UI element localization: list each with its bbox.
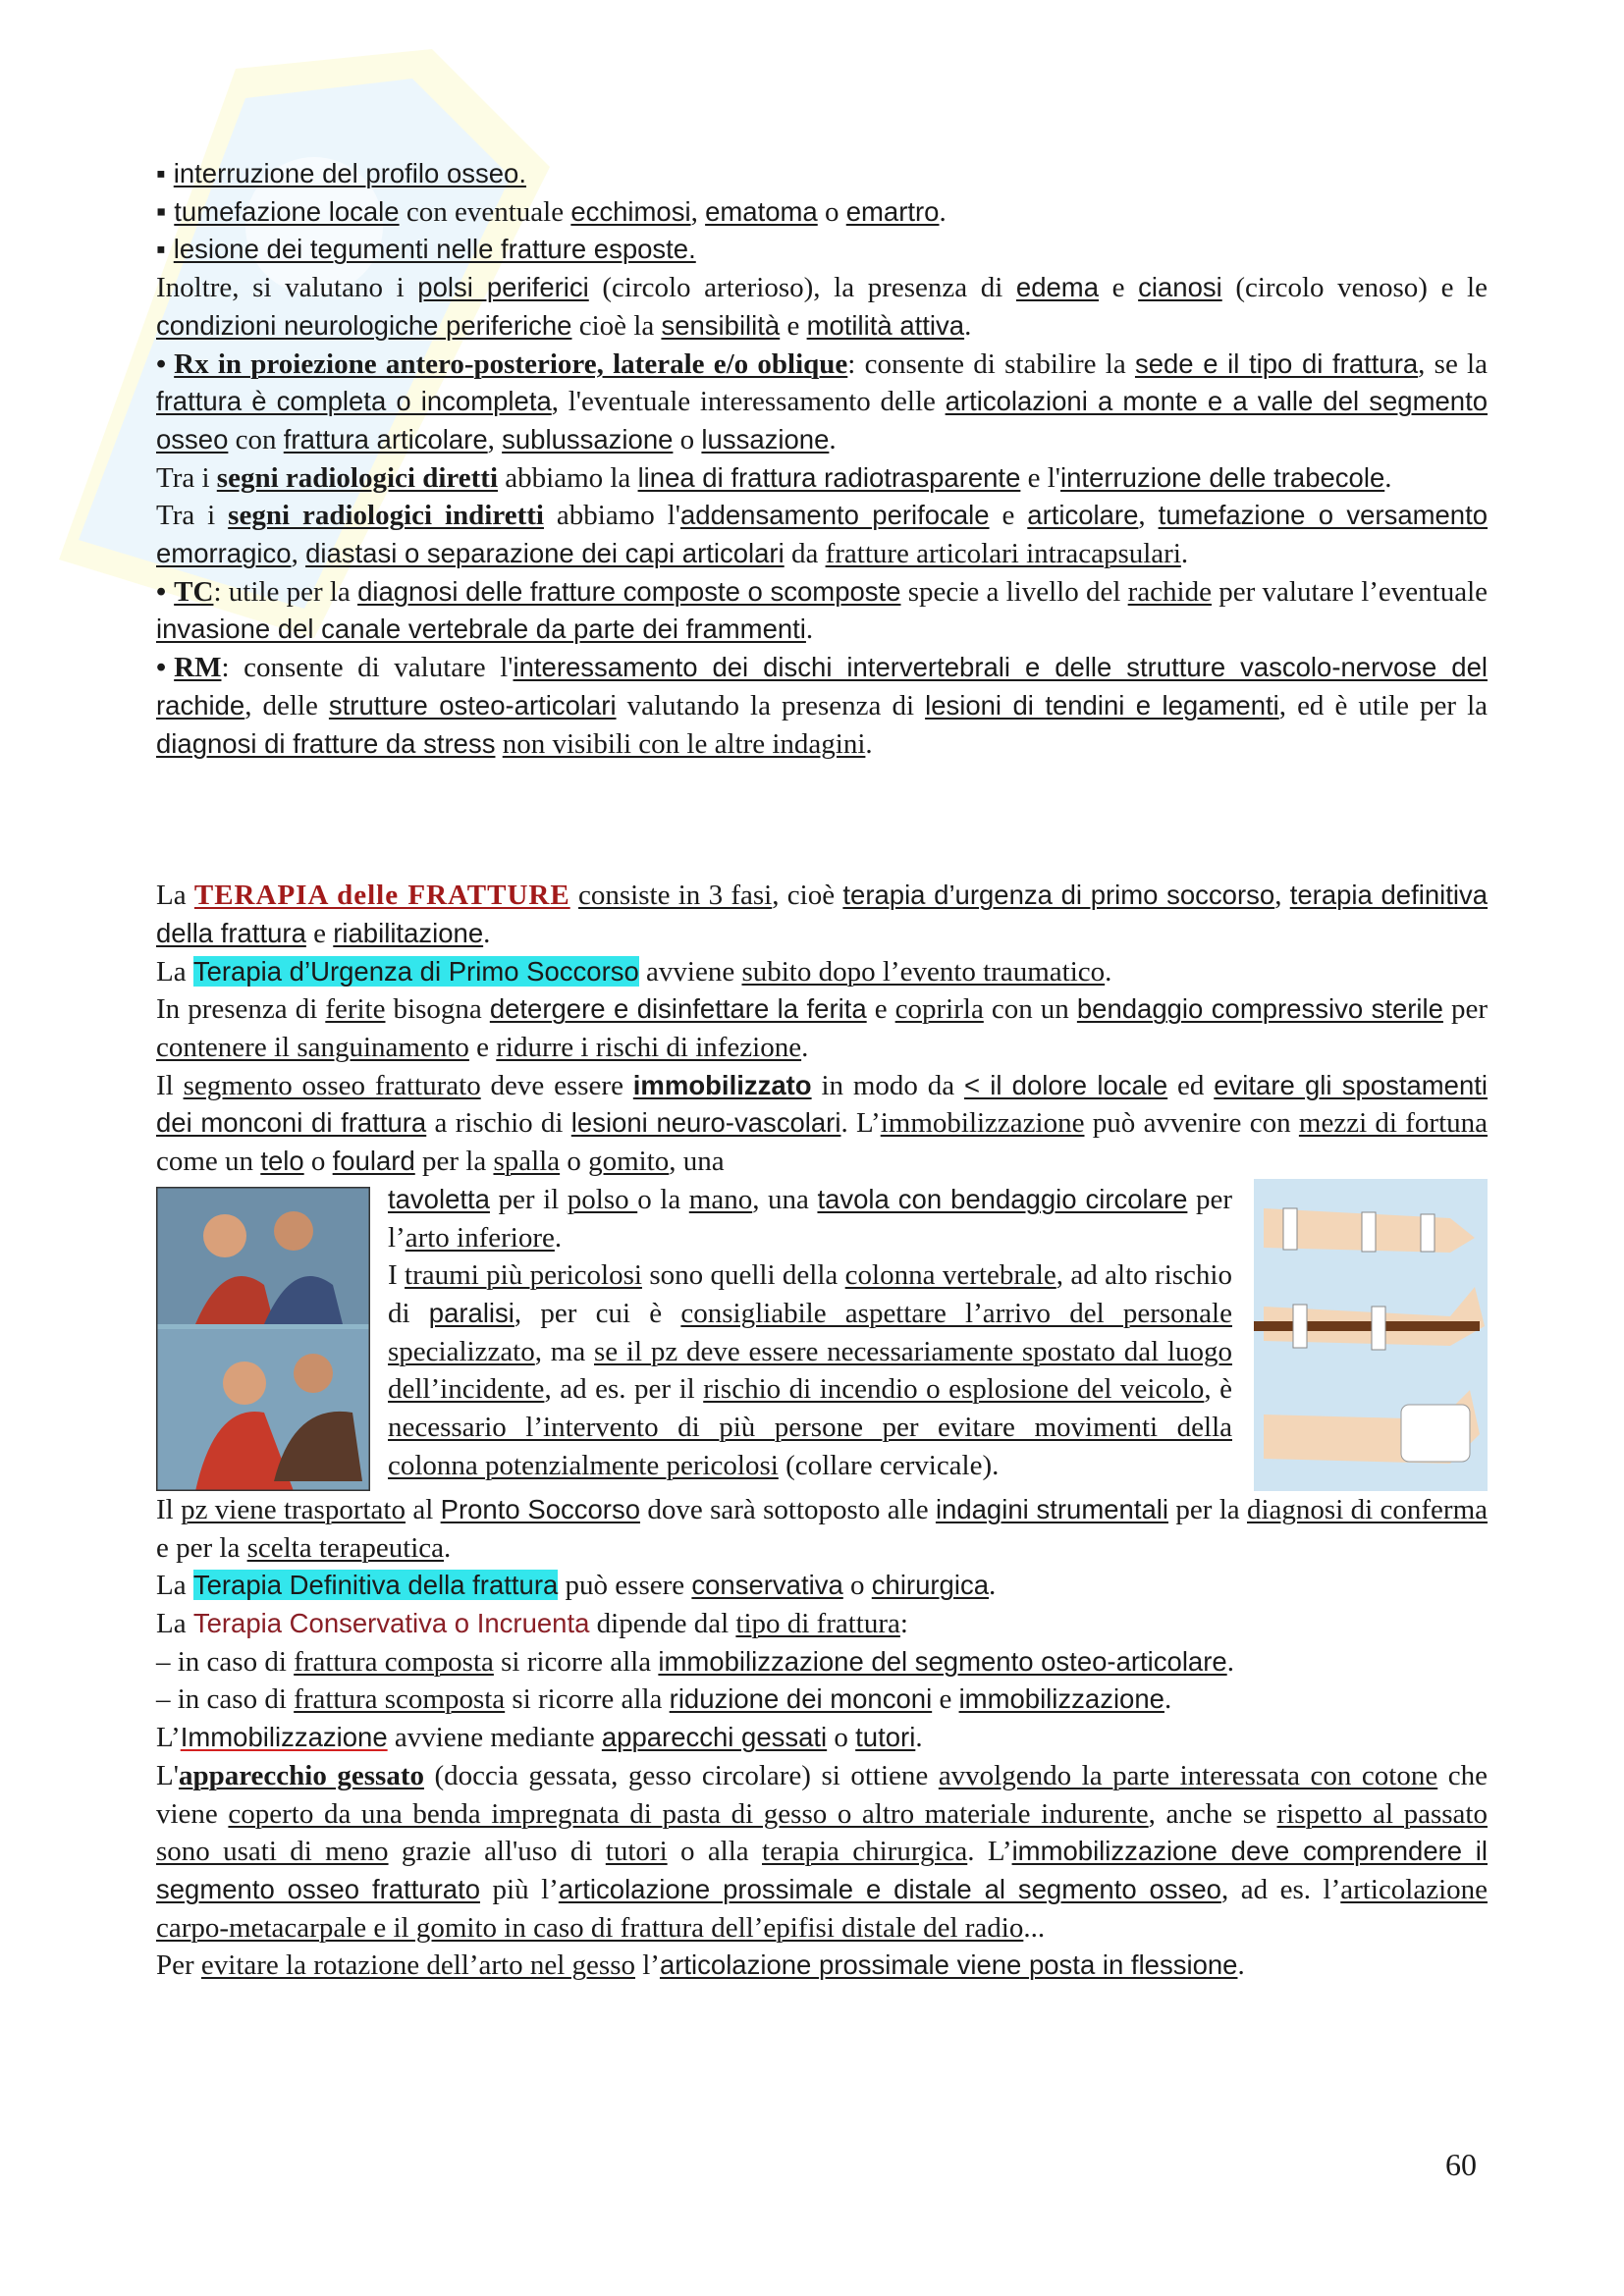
paragraph: L’Immobilizzazione avviene mediante apparecchi gessati o tutori. <box>156 1722 923 1754</box>
paragraph: In presenza di ferite bisogna detergere e disinfettare la ferita e coprirla con un bendaggio compressivo sterile per contenere il sanguinamento e ridurre i rischi di infezione. <box>156 993 1489 1064</box>
paragraph: La Terapia Definitiva della frattura può essere conservativa o chirurgica. <box>156 1570 997 1602</box>
paragraph: • TC: utile per la diagnosi delle fratture composte o scomposte specie a livello del rachide per valutare l’eventuale invasione del canale vertebrale da parte dei frammenti. <box>156 573 1488 649</box>
page-number: 60 <box>1445 2147 1477 2182</box>
paragraph: • RM: consente di valutare l'interessamento dei dischi intervertebrali e delle strutture vascolo-nervose del rachide, delle strutture osteo-articolari valutando la presenza di lesioni di tendini e legamenti, ed è utile per la diagnosi di fratture da stress non visibili con le altre indagini. <box>156 649 1488 763</box>
paragraph: Tra i segni radiologici indiretti abbiamo l'addensamento perifocale e articolare, tumefazione o versamento emorragico, diastasi o separazione dei capi articolari da fratture articolari intracapsulari. <box>156 500 1489 570</box>
paragraph: La TERAPIA delle FRATTURE consiste in 3 fasi, cioè terapia d’urgenza di primo soccorso, terapia definitiva della frattura e riabilitazione. <box>156 880 1489 949</box>
paragraph: Il pz viene trasportato al Pronto Soccorso dove sarà sottoposto alle indagini strumentali per la diagnosi di conferma e per la scelta terapeutica. <box>156 1493 1489 1564</box>
paragraph: Il segmento osseo fratturato deve essere immobilizzato in modo da < il dolore locale ed evitare gli spostamenti dei monconi di frattura a rischio di lesioni neuro-vascolari. L’immobilizzazione può avvenire con mezzi di fortuna come un telo o foulard per la spalla o gomito, una <box>156 1069 1489 1178</box>
splint-illustration <box>1254 1179 1488 1491</box>
paragraph: L'apparecchio gessato (doccia gessata, gesso circolare) si ottiene avvolgendo la parte interessata con cotone che viene coperto da una benda impregnata di pasta di gesso o altro materiale indurente, anche se rispetto al passato sono usati di meno grazie all'uso di tutori o alla terapia chirurgica. L’immobilizzazione deve comprendere il segmento osseo fratturato più l’articolazione prossimale e distale al segmento osseo, ad es. l’articolazione carpo-metacarpale e il gomito in caso di frattura dell’epifisi distale del radio... <box>156 1759 1489 1944</box>
paragraph: La Terapia d’Urgenza di Primo Soccorso avviene subito dopo l’evento traumatico. <box>156 955 1112 988</box>
document-page <box>156 155 1488 1985</box>
list-item: ▪ lesione dei tegumenti nelle fratture esposte. <box>156 231 1488 269</box>
paragraph: – in caso di frattura scomposta si ricorre alla riduzione dei monconi e immobilizzazione. <box>156 1683 1172 1716</box>
paragraph: Per evitare la rotazione dell’arto nel gesso l’articolazione prossimale viene posta in flessione. <box>156 1949 1245 1982</box>
paragraph: – in caso di frattura composta si ricorre alla immobilizzazione del segmento osteo-articolare. <box>156 1645 1234 1678</box>
paragraph: Inoltre, si valutano i polsi periferici (circolo arterioso), la presenza di edema e cianosi (circolo venoso) e le condizioni neurologiche periferiche cioè la sensibilità e motilità attiva. <box>156 272 1488 342</box>
paragraph: Tra i segni radiologici diretti abbiamo la linea di frattura radiotrasparente e l'interruzione delle trabecole. <box>156 461 1392 494</box>
rescue-illustration <box>156 1187 370 1491</box>
paragraph: • Rx in proiezione antero-posteriore, laterale e/o oblique: consente di stabilire la sede e il tipo di frattura, se la frattura è completa o incompleta, l'eventuale interessamento delle articolazioni a monte e a valle del segmento osseo con frattura articolare, sublussazione o lussazione. <box>156 346 1488 459</box>
paragraph: La Terapia Conservativa o Incruenta dipende dal tipo di frattura: <box>156 1607 908 1639</box>
paragraph: I traumi più pericolosi sono quelli della colonna vertebrale, ad alto rischio di paralisi, per cui è consigliabile aspettare l’arrivo del personale specializzato, ma se il pz deve essere necessariamente spostato dal luogo dell’incidente, ad es. per il rischio di incendio o esplosione del veicolo, è necessario l’intervento di più persone per evitare movimenti della colonna potenzialmente pericolosi (collare cervicale). <box>388 1259 1233 1481</box>
list-item: ▪ interruzione del profilo osseo. <box>156 155 1488 193</box>
list-item: ▪ tumefazione locale con eventuale ecchimosi, ematoma o emartro. <box>156 193 1488 232</box>
paragraph: tavoletta per il polso o la mano, una tavola con bendaggio circolare per l’arto inferiore. <box>388 1183 1232 1254</box>
